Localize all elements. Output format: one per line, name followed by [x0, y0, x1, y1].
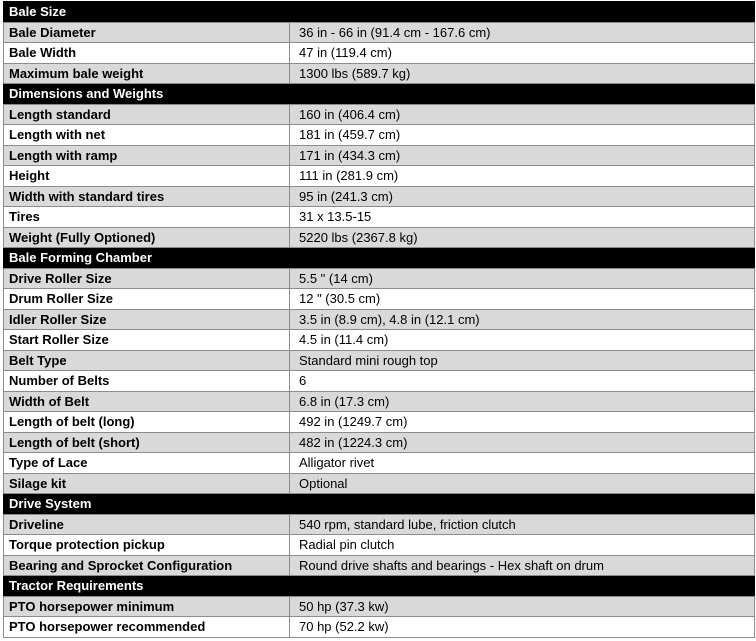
table-row [4, 473, 755, 494]
table-row [4, 186, 755, 207]
section-header-blank-cell [290, 494, 755, 515]
table-row [4, 289, 755, 310]
section-header-blank-cell [290, 576, 755, 597]
spec-label: Length with net [4, 125, 290, 146]
table-row [4, 555, 755, 576]
spec-value: 181 in (459.7 cm) [290, 125, 755, 146]
table-row [4, 22, 755, 43]
section-title: Drive System [4, 494, 290, 515]
spec-label: Torque protection pickup [4, 535, 290, 556]
spec-value: 95 in (241.3 cm) [290, 186, 755, 207]
spec-value: 111 in (281.9 cm) [290, 166, 755, 187]
spec-value: 5.5 " (14 cm) [290, 268, 755, 289]
spec-label: Width of Belt [4, 391, 290, 412]
spec-label: Tires [4, 207, 290, 228]
spec-label: PTO horsepower minimum [4, 596, 290, 617]
spec-label: Height [4, 166, 290, 187]
section-title: Bale Forming Chamber [4, 248, 290, 269]
table-row [4, 330, 755, 351]
spec-label: Length of belt (short) [4, 432, 290, 453]
spec-label: Belt Type [4, 350, 290, 371]
spec-label: Number of Belts [4, 371, 290, 392]
spec-value: 492 in (1249.7 cm) [290, 412, 755, 433]
spec-label: Length standard [4, 104, 290, 125]
table-row [4, 268, 755, 289]
table-row [4, 412, 755, 433]
spec-value: Round drive shafts and bearings - Hex shaft on drum [290, 555, 755, 576]
spec-label: Drum Roller Size [4, 289, 290, 310]
spec-value: 1300 lbs (589.7 kg) [290, 63, 755, 84]
spec-value: 50 hp (37.3 kw) [290, 596, 755, 617]
table-row [4, 309, 755, 330]
section-header-blank-cell [290, 2, 755, 23]
section-header-row [4, 84, 755, 105]
spec-value: 540 rpm, standard lube, friction clutch [290, 514, 755, 535]
table-row [4, 453, 755, 474]
table-row [4, 227, 755, 248]
spec-label: PTO horsepower recommended [4, 617, 290, 638]
section-header-row [4, 576, 755, 597]
spec-value: 31 x 13.5-15 [290, 207, 755, 228]
specifications-table-body [4, 2, 755, 638]
table-row [4, 350, 755, 371]
spec-value: 5220 lbs (2367.8 kg) [290, 227, 755, 248]
section-header-blank-cell [290, 248, 755, 269]
spec-value: 171 in (434.3 cm) [290, 145, 755, 166]
spec-label: Bale Diameter [4, 22, 290, 43]
spec-label: Bale Width [4, 43, 290, 64]
section-header-row [4, 2, 755, 23]
spec-value: 6 [290, 371, 755, 392]
table-row [4, 596, 755, 617]
spec-label: Weight (Fully Optioned) [4, 227, 290, 248]
spec-value: 70 hp (52.2 kw) [290, 617, 755, 638]
section-title: Dimensions and Weights [4, 84, 290, 105]
spec-label: Start Roller Size [4, 330, 290, 351]
spec-label: Bearing and Sprocket Configuration [4, 555, 290, 576]
spec-value: 160 in (406.4 cm) [290, 104, 755, 125]
spec-label: Idler Roller Size [4, 309, 290, 330]
spec-value: 4.5 in (11.4 cm) [290, 330, 755, 351]
spec-label: Drive Roller Size [4, 268, 290, 289]
spec-label: Length of belt (long) [4, 412, 290, 433]
spec-value: 3.5 in (8.9 cm), 4.8 in (12.1 cm) [290, 309, 755, 330]
spec-label: Length with ramp [4, 145, 290, 166]
spec-label: Type of Lace [4, 453, 290, 474]
spec-value: 6.8 in (17.3 cm) [290, 391, 755, 412]
table-row [4, 391, 755, 412]
specifications-table [3, 1, 755, 638]
spec-value: 36 in - 66 in (91.4 cm - 167.6 cm) [290, 22, 755, 43]
section-title: Tractor Requirements [4, 576, 290, 597]
table-row [4, 535, 755, 556]
table-row [4, 166, 755, 187]
spec-value: 12 " (30.5 cm) [290, 289, 755, 310]
table-row [4, 145, 755, 166]
table-row [4, 207, 755, 228]
table-row [4, 371, 755, 392]
spec-label: Silage kit [4, 473, 290, 494]
table-row [4, 617, 755, 638]
spec-value: 482 in (1224.3 cm) [290, 432, 755, 453]
table-row [4, 125, 755, 146]
table-row [4, 432, 755, 453]
spec-value: Optional [290, 473, 755, 494]
table-row [4, 514, 755, 535]
table-row [4, 104, 755, 125]
table-row [4, 43, 755, 64]
spec-value: Standard mini rough top [290, 350, 755, 371]
table-row [4, 63, 755, 84]
section-header-blank-cell [290, 84, 755, 105]
spec-label: Width with standard tires [4, 186, 290, 207]
section-header-row [4, 248, 755, 269]
section-header-row [4, 494, 755, 515]
spec-value: Radial pin clutch [290, 535, 755, 556]
section-title: Bale Size [4, 2, 290, 23]
spec-label: Driveline [4, 514, 290, 535]
spec-label: Maximum bale weight [4, 63, 290, 84]
spec-value: 47 in (119.4 cm) [290, 43, 755, 64]
spec-value: Alligator rivet [290, 453, 755, 474]
